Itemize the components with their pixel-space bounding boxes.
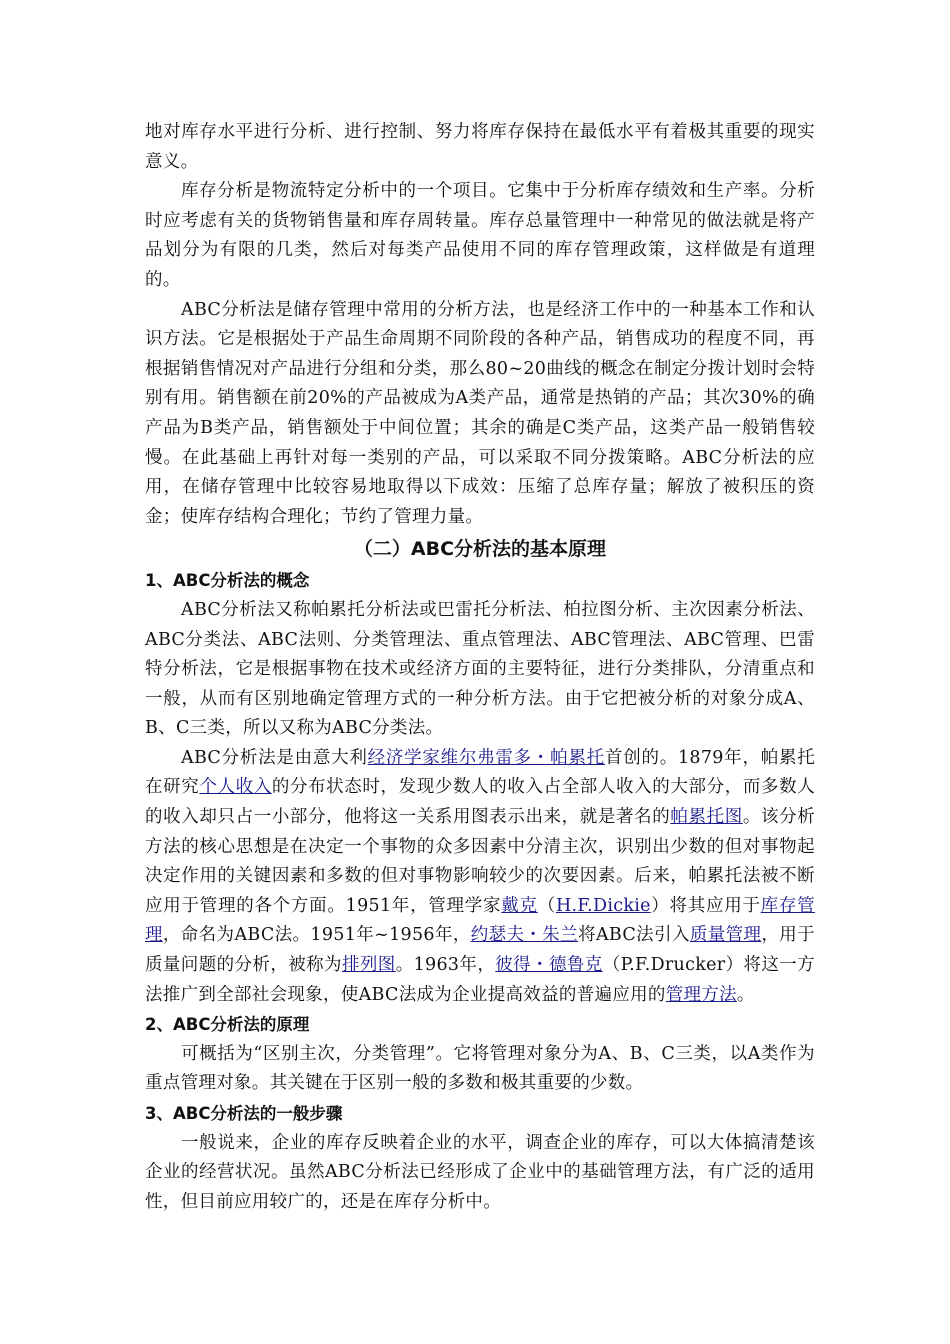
intro-paragraph-3: ABC分析法是储存管理中常用的分析方法，也是经济工作中的一种基本工作和认识方法。它是根据处于产品生命周期不同阶段的各种产品，销售成功的程度不同，再根据销售情况对产品进行分组和分类，那么80~20曲线的概念在制定分拨计划时会特别有用。销售额在前20%的产品被成为A类产品，通常是热销的产品；其次30%的确产品为B类产品，销售额处于中间位置；其余的确是C类产品，这类产品一般销售较慢。在此基础上再针对每一类别的产品，可以采取不同分拨策略。ABC分析法的应用，在储存管理中比较容易地取得以下成效：压缩了总库存量；解放了被积压的资金；使库存结构合理化；节约了管理力量。: [145, 299, 815, 527]
steps-paragraph: 一般说来，企业的库存反映着企业的水平，调查企业的库存，可以大体搞清楚该企业的经营状况。虽然ABC分析法已经形成了企业中的基础管理方法，有广泛的适用性，但目前应用较广的，还是在库存分析中。: [145, 1132, 815, 1212]
link-personal-income[interactable]: 个人收入: [199, 777, 272, 798]
text-segment: 。1963年，: [395, 955, 496, 976]
text-segment: ）将其应用于: [650, 895, 761, 916]
principle-paragraph: 可概括为“区别主次，分类管理”。它将管理对象分为A、B、C三类，以A类作为重点管理对象。其关键在于区别一般的多数和极其重要的少数。: [145, 1043, 815, 1094]
steps-heading: 3、ABC分析法的一般步骤: [145, 1104, 343, 1123]
text-segment: （P.F.Drucker）将这一方法推广到全部社会现象，使ABC法成为企业提高效益的普遍应用的: [145, 955, 815, 1005]
section-title: （二）ABC分析法的基本原理: [353, 538, 607, 561]
link-pareto-diagram[interactable]: 排列图: [341, 955, 396, 976]
text-segment: （: [537, 895, 556, 916]
text-segment: ABC分析法是由意大利: [181, 747, 368, 768]
text-segment: 的分布状态时，发现少数人的收入占全部人收入的大部分，而多数人的收入却只占一小部分，他将这一关系用图表示出来，就是著名的: [145, 777, 816, 828]
text-segment: ，用于质量问题的分析，被称为: [145, 925, 815, 976]
concept-heading: 1、ABC分析法的概念: [145, 571, 310, 591]
link-dickie[interactable]: 戴克: [501, 895, 538, 916]
intro-paragraph-1: 地对库存水平进行分析、进行控制、努力将库存保持在最低水平有着极其重要的现实意义。: [145, 122, 815, 172]
link-pareto-economist[interactable]: 经济学家维尔弗雷多・帕累托: [367, 747, 605, 768]
text-segment: 首创的。1879年，帕累托在研究: [145, 747, 816, 798]
link-inventory-management[interactable]: 库存管理: [145, 895, 815, 946]
intro-paragraph-2: 库存分析是物流特定分析中的一个项目。它集中于分析库存绩效和生产率。分析时应考虑有关的货物销售量和库存周转量。库存总量管理中一种常见的做法就是将产品划分为有限的几类，然后对每类产品使用不同的库存管理政策，这样做是有道理的。: [145, 181, 815, 290]
link-management-method[interactable]: 管理方法: [665, 984, 737, 1005]
link-pareto-chart[interactable]: 帕累托图: [670, 807, 743, 828]
text-segment: 。该分析方法的核心思想是在决定一个事物的众多因素中分清主次，识别出少数的但对事物起决定作用的关键因素和多数的但对事物影响较少的次要因素。后来，帕累托法被不断应用于管理的各个方面。1951年，管理学家: [145, 807, 815, 916]
link-joseph-juran[interactable]: 约瑟夫・朱兰: [470, 925, 579, 946]
link-hf-dickie[interactable]: H.F.Dickie: [556, 895, 651, 916]
link-peter-drucker[interactable]: 彼得・德鲁克: [495, 955, 603, 976]
text-segment: 。: [736, 984, 755, 1005]
text-segment: ，命名为ABC法。1951年~1956年，: [162, 925, 471, 946]
concept-paragraph-1: ABC分析法又称帕累托分析法或巴雷托分析法、柏拉图分析、主次因素分析法、ABC分类法、ABC法则、分类管理法、重点管理法、ABC管理法、ABC管理、巴雷特分析法，它是根据事物在技术或经济方面的主要特征，进行分类排队，分清重点和一般，从而有区别地确定管理方式的一种分析方法。由于它把被分析的对象分成A、B、C三类，所以又称为ABC分类法。: [145, 599, 815, 739]
link-quality-management[interactable]: 质量管理: [689, 925, 762, 946]
concept-paragraph-2: [145, 744, 815, 1010]
document-page: [145, 118, 815, 1217]
text-segment: 将ABC法引入: [578, 925, 690, 946]
principle-heading: 2、ABC分析法的原理: [145, 1015, 310, 1035]
